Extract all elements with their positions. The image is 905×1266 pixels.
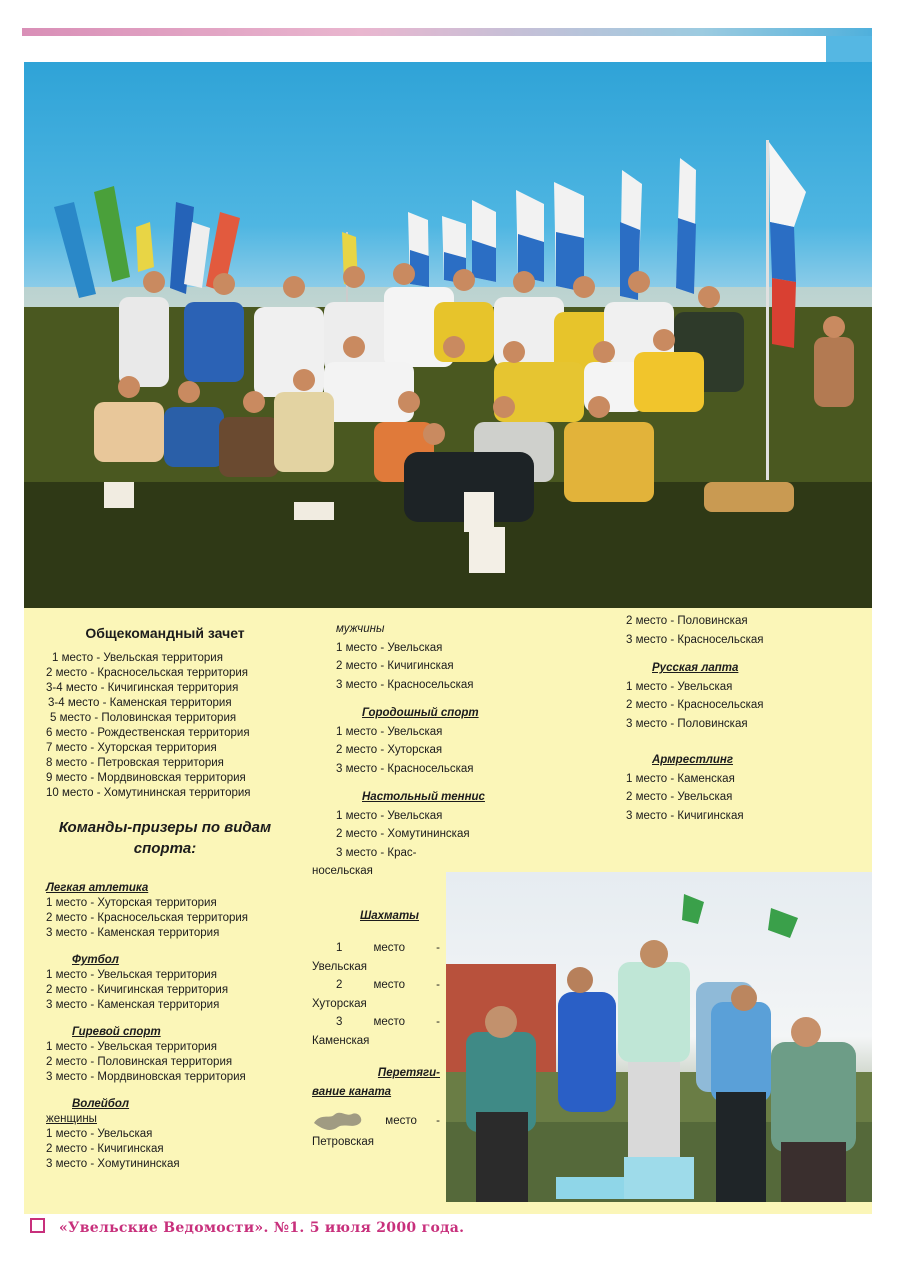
overall-line: 6 место - Рождественская территория bbox=[46, 727, 250, 739]
column-1 bbox=[30, 620, 300, 1172]
tabletennis-line: 3 место - Крас- bbox=[336, 846, 417, 859]
chess-num: 3 bbox=[336, 1016, 343, 1028]
overall-line: 7 место - Хуторская территория bbox=[46, 742, 217, 754]
lapta-line: 3 место - Половинская bbox=[626, 717, 748, 730]
tabletennis-line-cont: носельская bbox=[312, 865, 373, 877]
chess-place: место bbox=[373, 979, 406, 991]
gorodki-line: 3 место - Красносельская bbox=[336, 762, 474, 775]
prize-title: Команды-призеры по видам спорта: bbox=[58, 819, 272, 857]
chess-title: Шахматы bbox=[360, 909, 419, 922]
volleyball-line: 3 место - Хомутининская bbox=[46, 1158, 180, 1170]
volleyball-men-line: 3 место - Красносельская bbox=[336, 678, 474, 691]
overall-line: 3-4 место - Каменская территория bbox=[48, 697, 232, 709]
football-line: 3 место - Каменская территория bbox=[46, 999, 220, 1011]
tugofwar-place: место bbox=[385, 1114, 417, 1127]
overall-line: 8 место - Петровская территория bbox=[46, 757, 224, 769]
group-photo-art bbox=[24, 62, 872, 608]
tugofwar-title: Перетяги- bbox=[377, 1067, 440, 1079]
footer-text: «Увельские Ведомости». №1. 5 июля 2000 года. bbox=[59, 1220, 465, 1236]
gorodki-title: Городошный спорт bbox=[362, 707, 479, 719]
armwrestling-line: 2 место - Увельская bbox=[626, 791, 733, 803]
athletics-title: Легкая атлетика bbox=[46, 882, 149, 894]
kettlebell-line: 1 место - Увельская территория bbox=[46, 1041, 217, 1053]
podium-photo bbox=[446, 872, 872, 1202]
volleyball-men-line: 2 место - Кичигинская bbox=[336, 660, 454, 672]
armwrestling-line: 1 место - Каменская bbox=[626, 772, 735, 785]
gorodki-line: 1 место - Увельская bbox=[336, 725, 443, 738]
ink-stain-icon bbox=[312, 1109, 366, 1133]
chess-row bbox=[312, 939, 440, 958]
lapta-prev-line: 3 место - Красносельская bbox=[626, 633, 764, 646]
tugofwar-team: Петровская bbox=[312, 1136, 374, 1148]
chess-team: Каменская bbox=[312, 1034, 370, 1047]
athletics-line: 1 место - Хуторская территория bbox=[46, 897, 217, 909]
chess-row bbox=[312, 1013, 440, 1032]
overall-line: 1 место - Увельская территория bbox=[52, 652, 223, 664]
footer bbox=[30, 1218, 464, 1236]
football-line: 1 место - Увельская территория bbox=[46, 969, 217, 981]
chess-num: 2 bbox=[336, 979, 343, 991]
volleyball-women-label: женщины bbox=[46, 1113, 97, 1125]
armwrestling-title: Армрестлинг bbox=[652, 754, 733, 766]
chess-dash: - bbox=[436, 942, 440, 954]
kettlebell-line: 3 место - Мордвиновская территория bbox=[46, 1071, 246, 1083]
top-color-bar bbox=[22, 28, 872, 36]
football-title: Футбол bbox=[72, 954, 119, 966]
kettlebell-title: Гиревой спорт bbox=[72, 1026, 161, 1038]
chess-row bbox=[312, 976, 440, 995]
volleyball-line: 2 место - Кичигинская bbox=[46, 1143, 164, 1155]
tabletennis-line: 1 место - Увельская bbox=[336, 809, 443, 822]
overall-line: 2 место - Красносельская территория bbox=[46, 667, 249, 679]
overall-line: 10 место - Хомутининская территория bbox=[46, 787, 251, 799]
overall-line: 5 место - Половинская территория bbox=[50, 712, 237, 724]
footer-square-icon bbox=[30, 1218, 45, 1233]
overall-title: Общекомандный зачет bbox=[85, 625, 245, 641]
athletics-line: 2 место - Красносельская территория bbox=[46, 912, 249, 924]
chess-place: место bbox=[373, 942, 406, 954]
tabletennis-line: 2 место - Хомутининская bbox=[336, 828, 470, 840]
chess-dash: - bbox=[436, 1016, 440, 1028]
top-blue-block bbox=[826, 36, 872, 62]
volleyball-line: 1 место - Увельская bbox=[46, 1128, 153, 1140]
tugofwar-title-cont: вание каната bbox=[312, 1085, 392, 1098]
chess-dash: - bbox=[436, 979, 440, 991]
chess-num: 1 bbox=[336, 942, 343, 954]
tabletennis-title: Настольный теннис bbox=[362, 791, 485, 803]
lapta-line: 1 место - Увельская bbox=[626, 680, 733, 693]
chess-place: место bbox=[373, 1016, 406, 1028]
overall-line: 9 место - Мордвиновская территория bbox=[46, 772, 246, 784]
tugofwar-dash: - bbox=[436, 1114, 440, 1127]
volleyball-title: Волейбол bbox=[72, 1098, 130, 1110]
lapta-prev-line: 2 место - Половинская bbox=[626, 615, 748, 627]
volleyball-men-line: 1 место - Увельская bbox=[336, 641, 443, 654]
group-photo bbox=[24, 62, 872, 608]
gorodki-line: 2 место - Хуторская bbox=[336, 744, 443, 756]
kettlebell-line: 2 место - Половинская территория bbox=[46, 1056, 233, 1068]
lapta-line: 2 место - Красносельская bbox=[626, 699, 764, 711]
football-line: 2 место - Кичигинская территория bbox=[46, 984, 229, 996]
column-3 bbox=[626, 612, 856, 825]
armwrestling-line: 3 место - Кичигинская bbox=[626, 809, 744, 822]
lapta-title: Русская лапта bbox=[652, 662, 739, 674]
chess-team: Хуторская bbox=[312, 997, 367, 1010]
chess-team: Увельская bbox=[312, 960, 368, 973]
volleyball-men-label: мужчины bbox=[336, 623, 385, 635]
podium-photo-art bbox=[446, 872, 872, 1202]
overall-line: 3-4 место - Кичигинская территория bbox=[46, 682, 239, 694]
athletics-line: 3 место - Каменская территория bbox=[46, 927, 220, 939]
top-white-strip bbox=[24, 36, 826, 62]
overall-list bbox=[30, 651, 300, 801]
